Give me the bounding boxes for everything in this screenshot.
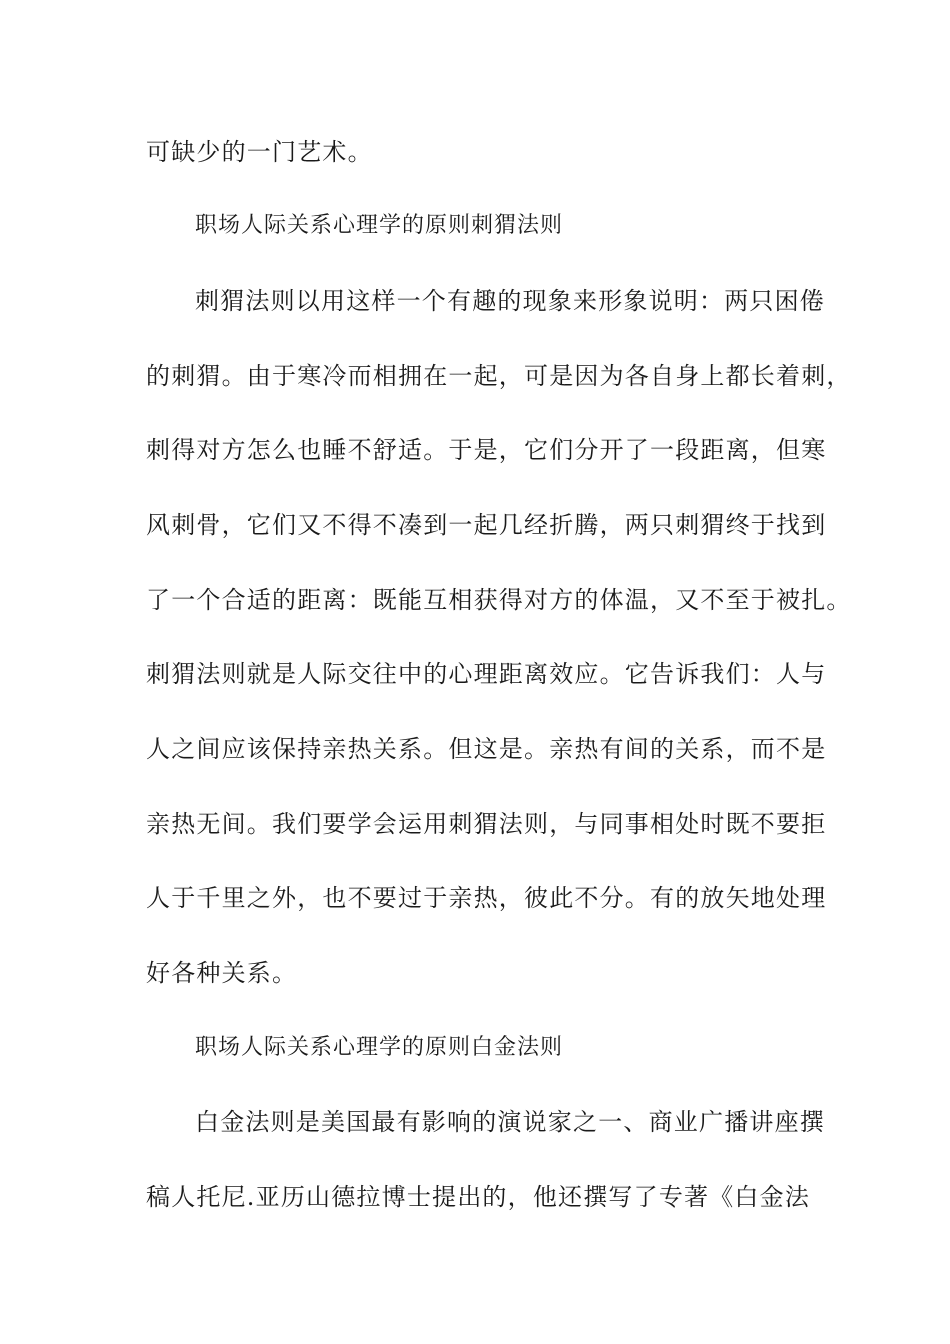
paragraph-line: 亲热无间。我们要学会运用刺猬法则，与同事相处时既不要拒 — [146, 810, 827, 838]
paragraph-line: 刺猬法则就是人际交往中的心理距离效应。它告诉我们：人与 — [146, 660, 827, 688]
paragraph-line: 可缺少的一门艺术。 — [146, 138, 373, 166]
paragraph-line: 刺得对方怎么也睡不舒适。于是，它们分开了一段距离，但寒 — [146, 436, 827, 464]
paragraph-line: 了一个合适的距离：既能互相获得对方的体温，又不至于被扎。 — [146, 586, 852, 614]
paragraph-line: 好各种关系。 — [146, 959, 298, 987]
paragraph-line: 刺猬法则以用这样一个有趣的现象来形象说明：两只困倦 — [195, 287, 825, 315]
paragraph-line: 稿人托尼.亚历山德拉博士提出的，他还撰写了专著《白金法 — [146, 1183, 811, 1211]
section-heading-platinum-rule: 职场人际关系心理学的原则白金法则 — [195, 1035, 564, 1060]
paragraph-line: 的刺猬。由于寒冷而相拥在一起，可是因为各自身上都长着刺， — [146, 362, 852, 390]
paragraph-line: 人之间应该保持亲热关系。但这是。亲热有间的关系，而不是 — [146, 735, 827, 763]
section-heading-hedgehog-rule: 职场人际关系心理学的原则刺猬法则 — [195, 213, 564, 238]
paragraph-line: 风刺骨，它们又不得不凑到一起几经折腾，两只刺猬终于找到 — [146, 511, 827, 539]
paragraph-line: 白金法则是美国最有影响的演说家之一、商业广播讲座撰 — [195, 1108, 825, 1136]
paragraph-line: 人于千里之外，也不要过于亲热，彼此不分。有的放矢地处理 — [146, 884, 827, 912]
